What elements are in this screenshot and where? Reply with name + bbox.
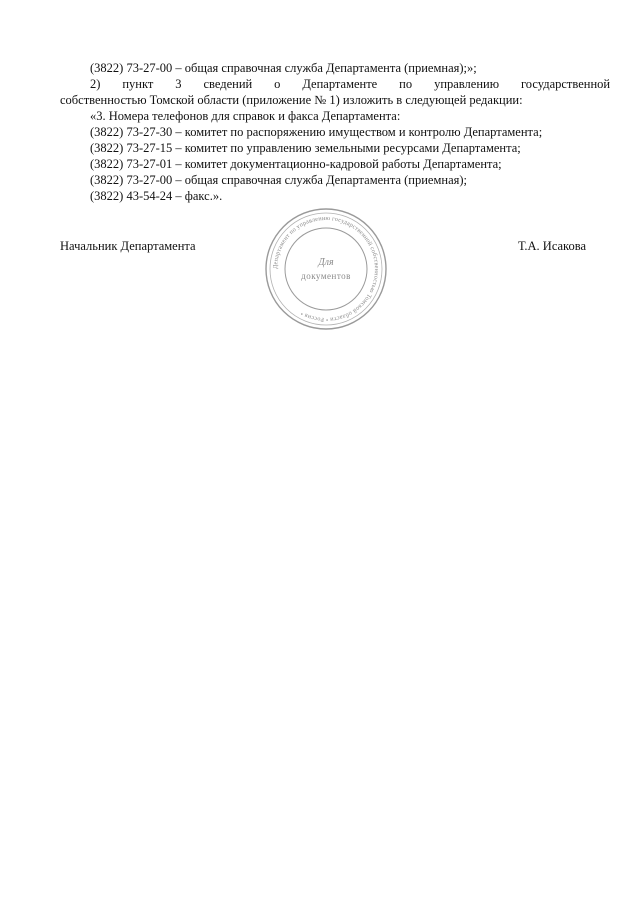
- item2-word: Департаменте: [302, 77, 378, 91]
- text-line-9: (3822) 43-54-24 – факс.».: [90, 189, 223, 203]
- text-line-8: (3822) 73-27-00 – общая справочная служба Департамента (приемная);: [90, 173, 468, 187]
- svg-text:Для: Для: [318, 257, 334, 268]
- item2-word: управлению: [434, 77, 500, 91]
- signature-position: Начальник Департамента: [60, 239, 196, 253]
- text-line-5: (3822) 73-27-30 – комитет по распоряжению имуществом и контролю Департамента;: [90, 125, 543, 139]
- svg-text:Департамент по управлению госу: Департамент по управлению государственной собственностью Томской области • Россия •: [271, 214, 381, 324]
- item2-word: 3: [175, 77, 182, 91]
- text-line-1: (3822) 73-27-00 – общая справочная служба Департамента (приемная);»;: [90, 61, 477, 75]
- text-line-6: (3822) 73-27-15 – комитет по управлению земельными ресурсами Департамента;: [90, 141, 521, 155]
- text-line-3: собственностью Томской области (приложение № 1) изложить в следующей редакции:: [60, 93, 523, 107]
- item2-word: по: [399, 77, 413, 91]
- text-line-item2: [60, 76, 610, 92]
- item2-word: пункт: [122, 77, 154, 91]
- text-line-7: (3822) 73-27-01 – комитет документационно-кадровой работы Департамента;: [90, 157, 502, 171]
- svg-text:документов: документов: [301, 271, 351, 281]
- text-line-4: «3. Номера телефонов для справок и факса Департамента:: [90, 109, 401, 123]
- official-seal-stamp: [264, 207, 388, 331]
- item2-word: сведений: [203, 77, 253, 91]
- signature-name: Т.А. Исакова: [518, 239, 587, 253]
- item2-word: государственной: [520, 77, 611, 91]
- item2-word: 2): [90, 77, 101, 91]
- item2-word: о: [274, 77, 281, 91]
